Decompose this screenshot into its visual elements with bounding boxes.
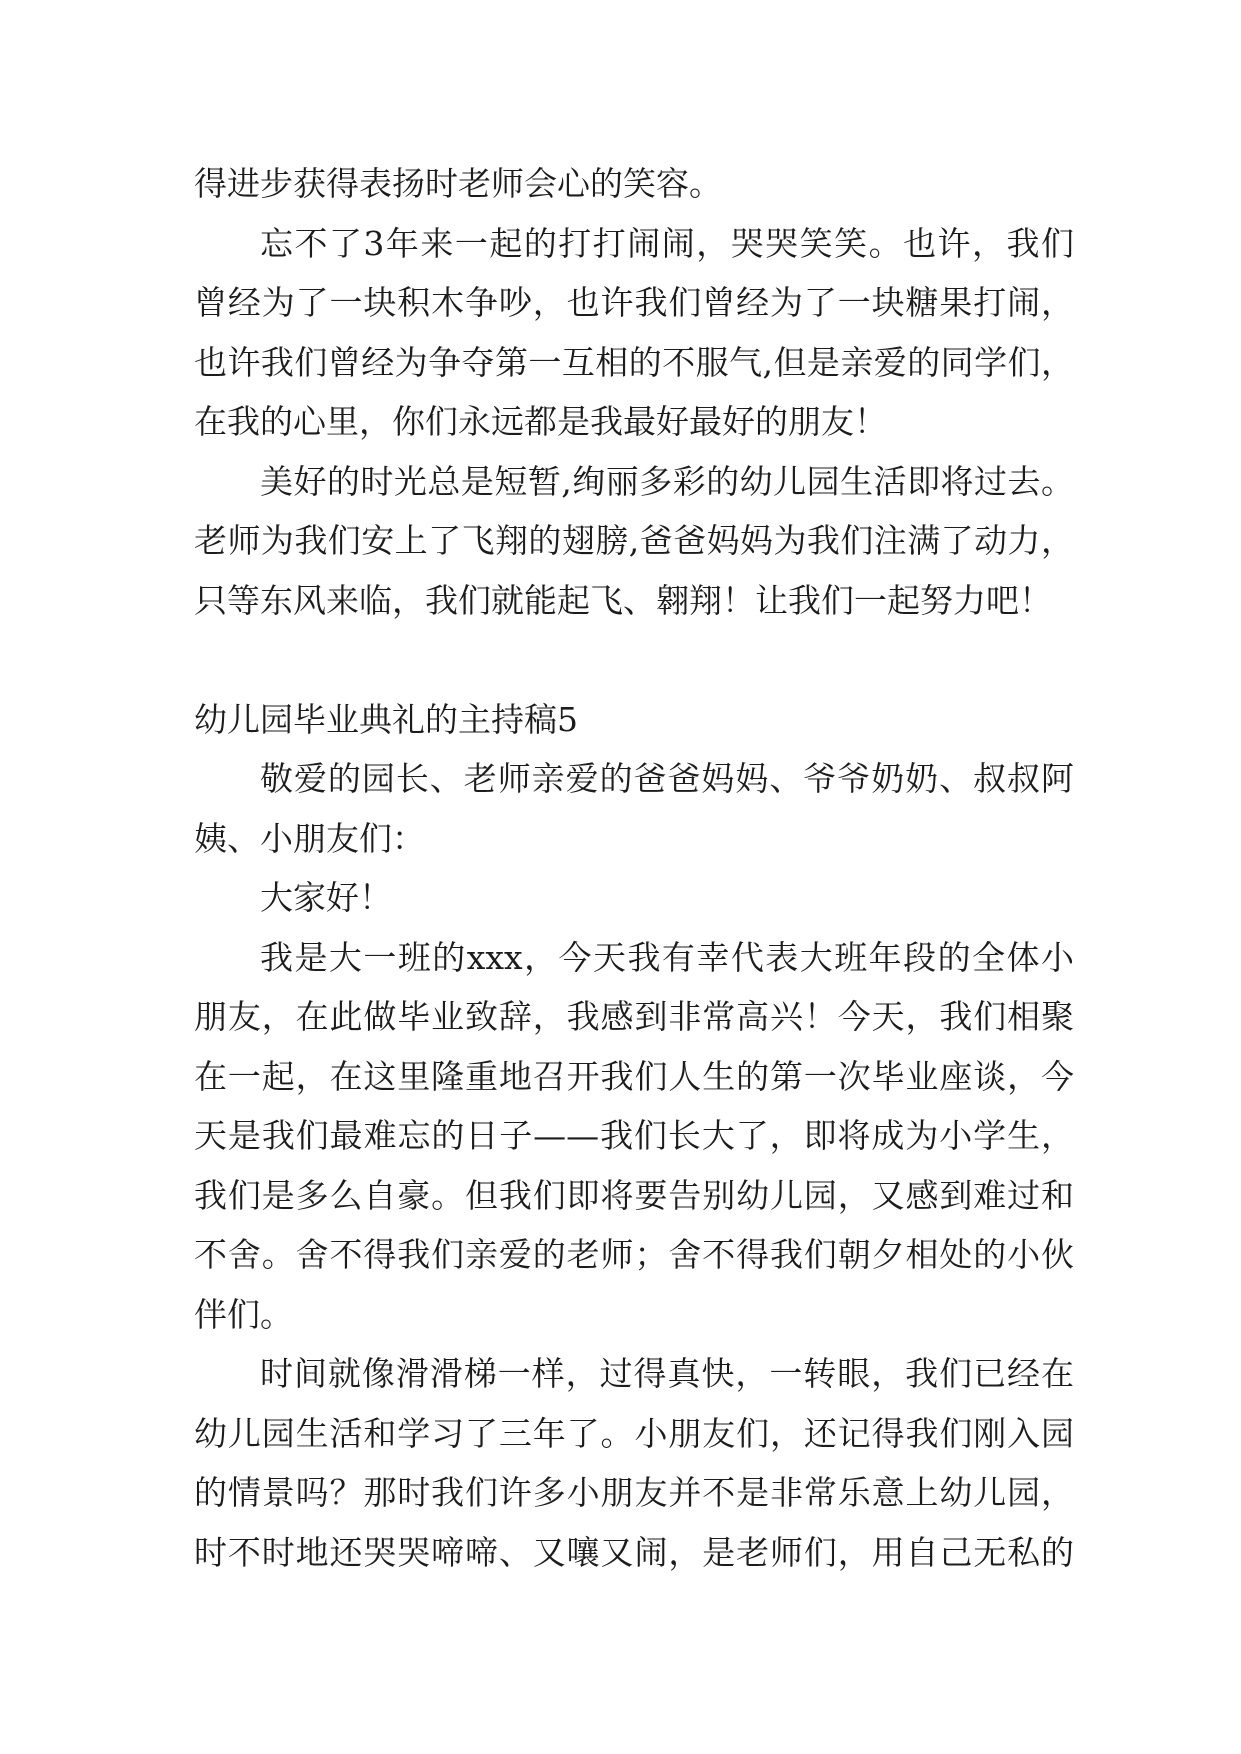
text-line: 大家好！ — [260, 878, 392, 917]
text-line: 姨、小朋友们： — [194, 818, 425, 858]
text-line: 美好的时光总是短暂,绚丽多彩的幼儿园生活即将过去。 — [260, 461, 1074, 501]
paragraph — [194, 868, 1074, 928]
text-line: 天是我们最难忘的日子——我们长大了，即将成为小学生， — [194, 1116, 1074, 1155]
text-line: 时不时地还哭哭啼啼、又嚷又闹，是老师们，用自己无私的 — [194, 1532, 1074, 1572]
text-line: 敬爱的园长、老师亲爱的爸爸妈妈、爷爷奶奶、叔叔阿 — [260, 759, 1074, 798]
paragraph — [194, 749, 1074, 868]
paragraph — [194, 928, 1074, 1345]
text-line: 忘不了3年来一起的打打闹闹，哭哭笑笑。也许，我们 — [260, 223, 1074, 263]
document-body — [194, 154, 1074, 1582]
text-line: 幼儿园生活和学习了三年了。小朋友们，还记得我们刚入园 — [194, 1413, 1074, 1453]
paragraph — [194, 1344, 1074, 1582]
text-line: 曾经为了一块积木争吵，也许我们曾经为了一块糖果打闹， — [194, 283, 1074, 322]
text-line: 我是大一班的xxx，今天我有幸代表大班年段的全体小 — [260, 937, 1074, 977]
text-line: 得进步获得表扬时老师会心的笑容。 — [194, 164, 722, 203]
paragraph — [194, 214, 1074, 452]
section-heading: 幼儿园毕业典礼的主持稿5 — [194, 699, 578, 739]
text-line: 朋友，在此做毕业致辞，我感到非常高兴！今天，我们相聚 — [194, 997, 1074, 1036]
paragraph — [194, 452, 1074, 631]
text-line: 只等东风来临，我们就能起飞、翱翔！让我们一起努力吧！ — [194, 580, 1052, 620]
text-line: 我们是多么自豪。但我们即将要告别幼儿园，又感到难过和 — [194, 1175, 1074, 1215]
text-line: 不舍。舍不得我们亲爱的老师；舍不得我们朝夕相处的小伙 — [194, 1235, 1074, 1274]
text-line: 老师为我们安上了飞翔的翅膀,爸爸妈妈为我们注满了动力， — [194, 521, 1074, 560]
paragraph — [194, 154, 1074, 214]
text-line: 的情景吗？那时我们许多小朋友并不是非常乐意上幼儿园， — [194, 1473, 1074, 1512]
text-line: 时间就像滑滑梯一样，过得真快，一转眼，我们已经在 — [260, 1354, 1074, 1393]
blank-line — [194, 630, 1074, 690]
text-line: 在一起，在这里隆重地召开我们人生的第一次毕业座谈，今 — [194, 1056, 1074, 1096]
text-line: 伴们。 — [194, 1294, 293, 1334]
text-line: 也许我们曾经为争夺第一互相的不服气,但是亲爱的同学们， — [194, 342, 1074, 382]
text-line: 在我的心里，你们永远都是我最好最好的朋友！ — [194, 402, 887, 441]
